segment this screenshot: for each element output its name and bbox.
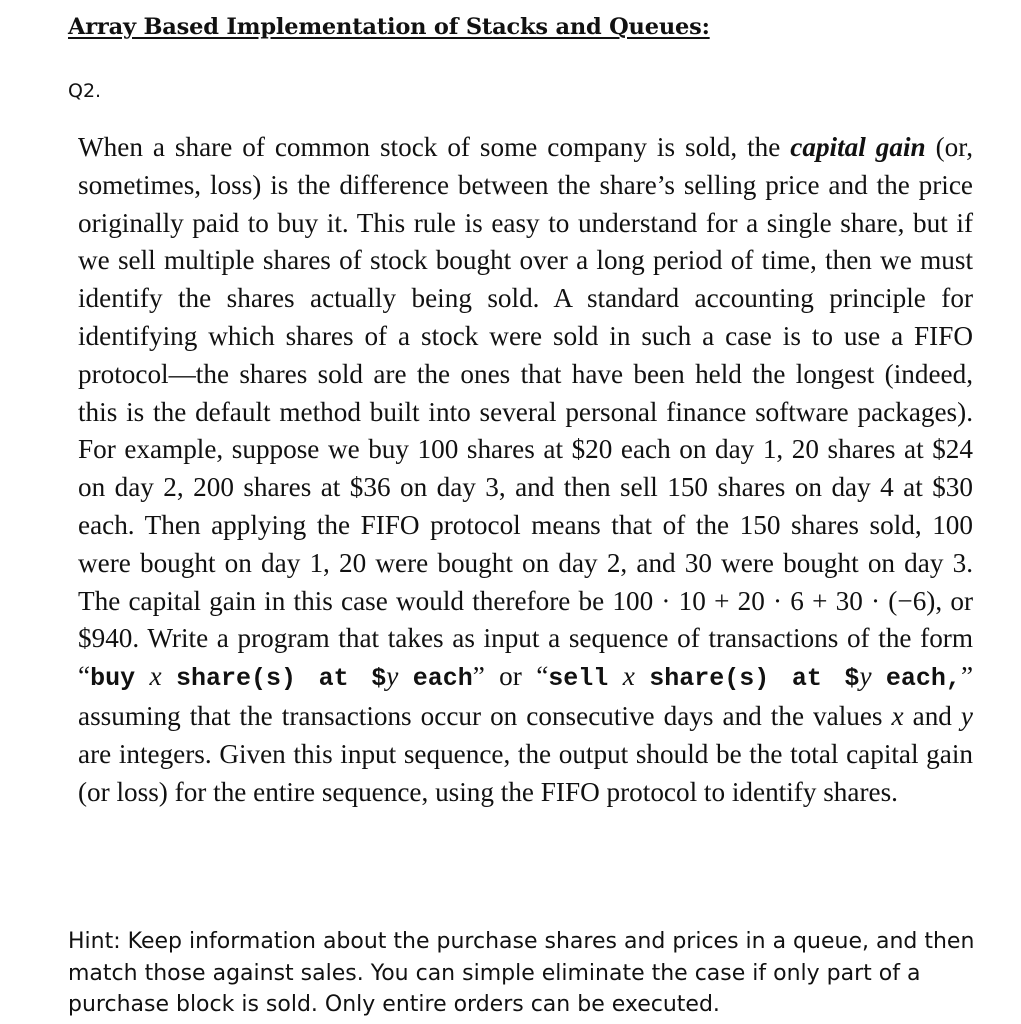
code-each: each — [412, 664, 473, 694]
problem-text: are integers. Given this input sequence, the output should be the total capital gain (or loss) for the entire sequence, using the FIFO protocol to identify shares. — [78, 738, 973, 807]
problem-text: ” or “ — [472, 661, 549, 692]
problem-text: ” assuming that the transactions occur on consecutive days and the values — [78, 661, 974, 731]
code-buy: buy — [90, 664, 136, 694]
problem-text: (or, sometimes, loss) is the difference between the share’s selling price and the price originally paid to buy it. This rule is easy to understand for a single share, but if we sell multiple shares of stock bought over a long period of time, then we must identify the shares actually being sold. A standard accounting principle for identifying which shares of a stock were sold in such a case is to use a FIFO protocol—the shares sold are the ones that have been held the longest (indeed, this is the default method built into several personal finance software packages). For example, suppose we buy 100 shares at $20 each on day 1, 20 shares at $24 on day 2, 200 shares at $36 on day 3, and then sell 150 shares on day 4 at $30 each. Then applying the FIFO protocol means that of the 150 shares sold, 100 were bought on day 1, 20 were bought on day 2, and 30 were bought on day 3. The capital gain in this case would therefore be 100 · 10 + 20 · 6 + 30 · (−6), or $940. Write a program that takes as input a sequence of transactions of the form “ — [78, 132, 973, 692]
var-y: y — [386, 661, 399, 692]
var-y: y — [859, 661, 872, 692]
var-x: x — [891, 700, 904, 731]
section-heading: Array Based Implementation of Stacks and Queues: — [68, 14, 710, 40]
var-x: x — [622, 661, 635, 692]
code-share-at: share(s) at $ — [175, 664, 387, 694]
question-number: Q2. — [68, 80, 102, 102]
code-sell: sell — [548, 664, 609, 694]
problem-text: and — [903, 700, 961, 731]
code-each: each, — [885, 664, 961, 694]
var-y: y — [960, 700, 973, 731]
problem-text: When a share of common stock of some company is sold, the — [78, 132, 791, 162]
problem-statement — [78, 129, 973, 811]
capital-gain-term: capital gain — [790, 132, 926, 162]
hint-text: Hint: Keep information about the purchase shares and prices in a queue, and then match those against sales. You can simple eliminate the case if only part of a purchase block is sold. Only entire orders can be executed. — [68, 929, 975, 1017]
code-share-at: share(s) at $ — [649, 664, 860, 694]
var-x: x — [149, 661, 162, 692]
